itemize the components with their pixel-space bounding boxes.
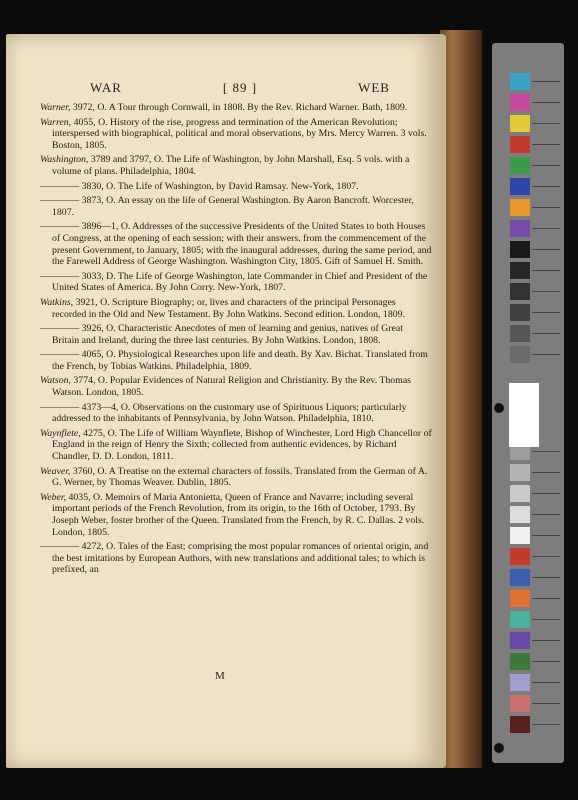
catalog-entry: ———— 3033, D. The Life of George Washington, late Commander in Chief and President of the United States of America. By John Corry. New-York, 1807. xyxy=(40,270,428,294)
color-swatch xyxy=(510,73,530,90)
color-swatch xyxy=(510,178,530,195)
scale-tick xyxy=(532,724,560,725)
running-header xyxy=(90,80,390,96)
catalog-entries xyxy=(40,102,432,579)
color-swatch xyxy=(510,199,530,216)
catalog-entry: Washington, 3789 and 3797, O. The Life of Washington, by John Marshall, Esq. 5 vols. with a volume of plans. Philadelphia, 1804. xyxy=(40,154,410,177)
color-swatch xyxy=(510,241,530,258)
scale-tick xyxy=(532,186,560,187)
color-swatch xyxy=(510,716,530,733)
scale-tick xyxy=(532,619,560,620)
color-swatch xyxy=(510,632,530,649)
color-swatch xyxy=(510,590,530,607)
catalog-entry: ———— 3896—1, O. Addresses of the successive Presidents of the United States to both Houses of Congress, at the opening of each session; with their answers. from the commencement of the present Government, to January, 1805; with the inaugural addresses, during the same period, and the Farewell Address of George Washington. Washington City, 1805. Gift of Samuel H. Smith. xyxy=(40,221,432,268)
color-swatch xyxy=(510,506,530,523)
header-right: WEB xyxy=(358,80,390,95)
color-swatch xyxy=(510,136,530,153)
catalog-entry: ———— 3873, O. An essay on the life of General Washington. By Aaron Bancroft. Worcester, 1807. xyxy=(40,195,414,218)
color-swatch xyxy=(510,485,530,502)
color-swatch xyxy=(510,653,530,670)
scale-tick xyxy=(532,81,560,82)
color-swatch xyxy=(510,548,530,565)
color-swatch xyxy=(510,283,530,300)
color-swatch xyxy=(510,695,530,712)
scale-tick xyxy=(532,640,560,641)
catalog-entry: Warren, 4055, O. History of the rise, progress and termination of the American Revolution; interspersed with biographical, political and moral observations, by Mrs. Mercy Warren. 3 vols. Boston, 1805. xyxy=(40,116,427,151)
color-swatch xyxy=(510,115,530,132)
color-swatch xyxy=(510,611,530,628)
color-swatch xyxy=(510,674,530,691)
card-hole-bottom xyxy=(494,743,504,753)
color-swatch xyxy=(510,262,530,279)
scale-tick xyxy=(532,207,560,208)
catalog-entry: ———— 4065, O. Physiological Researches upon life and death. By Xav. Bichat. Translated from the French, by Tobias Watkins. Philadelphia, 1809. xyxy=(40,349,428,372)
scale-tick xyxy=(532,598,560,599)
catalog-entry: Watkins, 3921, O. Scripture Biography; or, lives and characters of the principal Personages recorded in the Old and New Testament. By John Watkins. Second edition. London, 1809. xyxy=(40,296,405,320)
scale-tick xyxy=(532,312,560,313)
catalog-entry: Waynflete, 4275, O. The Life of William Waynflete, Bishop of Winchester, Lord High Chancellor of England in the reign of Henry the Sixth; collected from authentic evidences, by Richard Chandler, D. D. London, 1811. xyxy=(40,427,432,463)
color-swatch xyxy=(510,569,530,586)
scale-tick xyxy=(532,472,560,473)
color-swatch xyxy=(510,220,530,237)
catalog-entry: ———— 3830, O. The Life of Washington, by David Ramsay. New-York, 1807. xyxy=(40,180,359,192)
scale-tick xyxy=(532,291,560,292)
color-swatch xyxy=(510,94,530,111)
catalog-entry: ———— 4373—4, O. Observations on the customary use of Spirituous Liquors; particularly addressed to the inhabitants of Pennsylvania, by John Watson. Philadelphia, 1810. xyxy=(40,401,407,425)
color-swatch xyxy=(510,325,530,342)
header-left: WAR xyxy=(90,80,122,95)
scale-tick xyxy=(532,682,560,683)
scale-tick xyxy=(532,270,560,271)
scale-tick xyxy=(532,354,560,355)
book-spine xyxy=(440,30,482,768)
catalog-entry: ———— 4272, O. Tales of the East; comprising the most popular romances of oriental origin, and the best imitations by European Authors, with new translations and additional tales; to which is prefixed, an xyxy=(40,541,429,576)
scale-tick xyxy=(532,144,560,145)
card-hole-top xyxy=(494,403,504,413)
signature-mark: M xyxy=(215,670,225,682)
catalog-entry: Weaver, 3760, O. A Treatise on the external characters of fossils. Translated from the German of A. G. Werner, by Thomas Weaver. Dublin, 1805. xyxy=(40,465,428,489)
scale-tick xyxy=(532,333,560,334)
scale-tick xyxy=(532,102,560,103)
catalog-entry: Weber, 4035, O. Memoirs of Maria Antonietta, Queen of France and Navarre; including several important periods of the French Revolution, from its origin, to the 16th of October, 1793. By Joseph Weber, foster brother of the Queen. Translated from the French, by R. C. Dallas. 2 vols. London, 1805. xyxy=(40,491,425,538)
catalog-entry: ———— 3926, O. Characteristic Anecdotes of men of learning and genius, natives of Great Britain and Ireland, during the three last centuries. By John Watkins. London, 1808. xyxy=(40,323,403,346)
scale-tick xyxy=(532,514,560,515)
scale-tick xyxy=(532,165,560,166)
card-white-label xyxy=(509,383,539,447)
scale-tick xyxy=(532,703,560,704)
color-swatch xyxy=(510,527,530,544)
scale-tick xyxy=(532,661,560,662)
color-swatch xyxy=(510,464,530,481)
scale-tick xyxy=(532,577,560,578)
scale-tick xyxy=(532,451,560,452)
scale-tick xyxy=(532,228,560,229)
scale-tick xyxy=(532,249,560,250)
color-swatch xyxy=(510,346,530,363)
scale-tick xyxy=(532,556,560,557)
color-swatch xyxy=(510,304,530,321)
scale-tick xyxy=(532,493,560,494)
catalog-entry: Warner, 3972, O. A Tour through Cornwall, in 1808. By the Rev. Richard Warner. Bath, 1809. xyxy=(40,102,408,113)
color-swatch xyxy=(510,157,530,174)
scale-tick xyxy=(532,535,560,536)
catalog-entry: Watson, 3774, O. Popular Evidences of Natural Religion and Christianity. By the Rev. Thomas Watson. London, 1805. xyxy=(40,375,411,399)
scale-tick xyxy=(532,123,560,124)
page-number: [ 89 ] xyxy=(222,80,258,95)
